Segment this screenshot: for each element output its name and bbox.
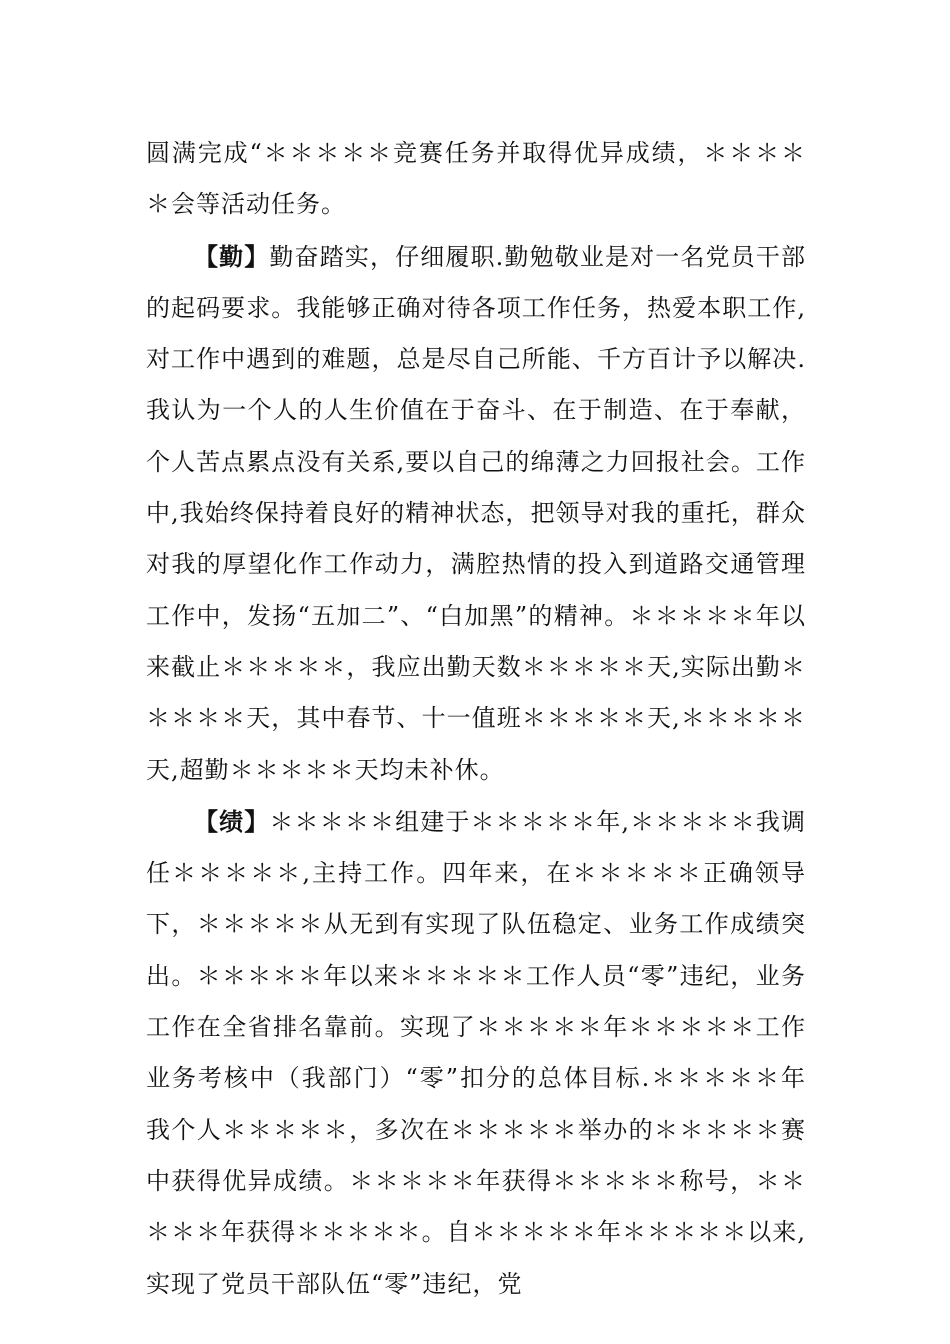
document-page — [146, 128, 806, 1310]
paragraph-2-diligence — [146, 231, 806, 796]
paragraph-1 — [146, 128, 806, 231]
paragraph-3-text: ＊＊＊＊＊组建于＊＊＊＊＊年,＊＊＊＊＊我调任＊＊＊＊＊,主持工作。四年来，在＊＊＊＊＊正确领导下，＊＊＊＊＊从无到有实现了队伍稳定、业务工作成绩突出。＊＊＊＊＊年以来＊＊＊＊＊工作人员“零”违纪，业务工作在全省排名靠前。实现了＊＊＊＊＊年＊＊＊＊＊工作业务考核中（我部门）“零”扣分的总体目标.＊＊＊＊＊年我个人＊＊＊＊＊，多次在＊＊＊＊＊举办的＊＊＊＊＊赛中获得优异成绩。＊＊＊＊＊年获得＊＊＊＊＊称号，＊＊＊＊＊年获得＊＊＊＊＊。自＊＊＊＊＊年＊＊＊＊＊以来,实现了党员干部队伍“零”违纪，党 — [146, 807, 806, 1298]
paragraph-2-keyword: 【勤】 — [194, 241, 270, 271]
paragraph-3-achievement — [146, 796, 806, 1310]
paragraph-1-text: 圆满完成“＊＊＊＊＊竞赛任务并取得优异成绩，＊＊＊＊＊会等活动任务。 — [146, 139, 806, 219]
paragraph-3-keyword: 【绩】 — [194, 806, 270, 836]
paragraph-2-text: 勤奋踏实，仔细履职.勤勉敬业是对一名党员干部的起码要求。我能够正确对待各项工作任务，热爱本职工作,对工作中遇到的难题，总是尽自己所能、千方百计予以解决.我认为一个人的人生价值在于奋斗、在于制造、在于奉献，个人苦点累点没有关系,要以自己的绵薄之力回报社会。工作中,我始终保持着良好的精神状态，把领导对我的重托，群众对我的厚望化作工作动力，满腔热情的投入到道路交通管理工作中，发扬“五加二”、“白加黑”的精神。＊＊＊＊＊年以来截止＊＊＊＊＊，我应出勤天数＊＊＊＊＊天,实际出勤＊＊＊＊＊天，其中春节、十一值班＊＊＊＊＊天,＊＊＊＊＊天,超勤＊＊＊＊＊天均未补休。 — [146, 242, 806, 784]
